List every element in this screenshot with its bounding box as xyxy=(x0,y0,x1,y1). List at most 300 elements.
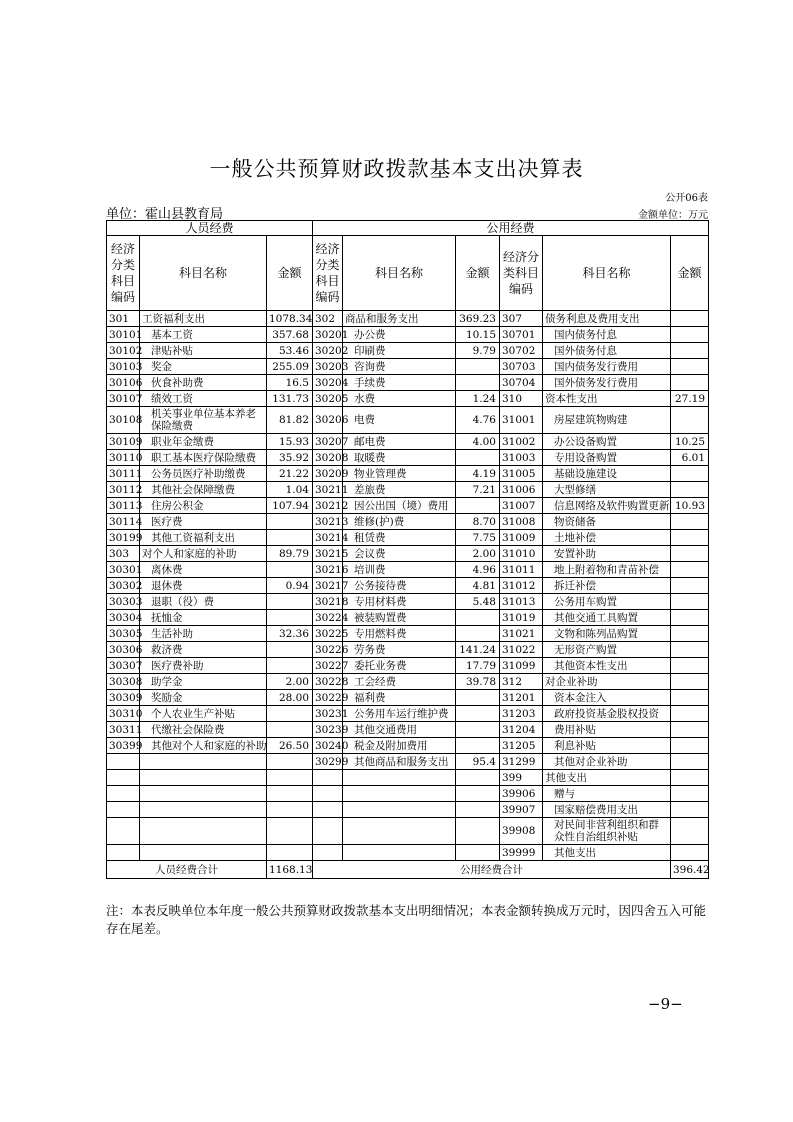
personnel-amount-cell xyxy=(267,845,313,861)
public-code-cell: 31003 xyxy=(500,450,543,466)
personnel-amount-cell xyxy=(267,802,313,818)
table-row xyxy=(107,754,709,770)
public-amount-cell xyxy=(671,407,709,434)
public-code-cell: 31201 xyxy=(500,690,543,706)
public-code-cell: 30702 xyxy=(500,343,543,359)
public-amount-cell xyxy=(671,642,709,658)
personnel-code-cell: 30311 xyxy=(107,722,140,738)
public-amount-cell: 9.79 xyxy=(456,343,500,359)
public-name-cell: 其他支出 xyxy=(543,845,671,861)
personnel-amount-cell xyxy=(267,786,313,802)
public-amount-cell xyxy=(671,578,709,594)
public-amount-cell xyxy=(671,343,709,359)
public-amount-cell xyxy=(671,754,709,770)
table-row xyxy=(107,610,709,626)
public-code-cell: 31013 xyxy=(500,594,543,610)
personnel-amount-cell: 0.94 xyxy=(267,578,313,594)
public-amount-cell xyxy=(456,770,500,786)
public-name-cell: 物业管理费 xyxy=(343,466,456,482)
public-total-value: 396.42 xyxy=(671,861,709,879)
public-code-cell xyxy=(313,818,343,845)
public-amount-cell xyxy=(456,818,500,845)
personnel-code-cell xyxy=(107,786,140,802)
page-number: −9− xyxy=(648,995,683,1013)
personnel-code-cell: 30112 xyxy=(107,482,140,498)
table-row xyxy=(107,738,709,754)
personnel-name-cell: 抚恤金 xyxy=(140,610,267,626)
personnel-name-cell: 其他工资福利支出 xyxy=(140,530,267,546)
public-name-cell: 信息网络及软件购置更新 xyxy=(543,498,671,514)
public-code-cell: 31099 xyxy=(500,658,543,674)
public-code-cell: 30204 xyxy=(313,375,343,391)
personnel-code-cell: 30114 xyxy=(107,514,140,530)
personnel-code-cell: 30108 xyxy=(107,407,140,434)
personnel-amount-cell: 16.5 xyxy=(267,375,313,391)
public-name-cell: 委托业务费 xyxy=(343,658,456,674)
public-code-cell: 30231 xyxy=(313,706,343,722)
personnel-code-cell: 30308 xyxy=(107,674,140,690)
public-name-cell: 差旅费 xyxy=(343,482,456,498)
personnel-amount-cell: 21.22 xyxy=(267,466,313,482)
code-header: 经济分类科目编码 xyxy=(500,236,543,311)
public-amount-cell: 10.25 xyxy=(671,434,709,450)
personnel-amount-cell xyxy=(267,818,313,845)
public-code-cell: 30216 xyxy=(313,562,343,578)
public-name-cell: 费用补贴 xyxy=(543,722,671,738)
public-name-cell: 无形资产购置 xyxy=(543,642,671,658)
footnote: 注：本表反映单位本年度一般公共预算财政拨款基本支出明细情况；本表金额转换成万元时，因四舍五入可能存在尾差。 xyxy=(106,903,707,936)
table-row xyxy=(107,327,709,343)
personnel-name-cell: 奖励金 xyxy=(140,690,267,706)
public-amount-cell xyxy=(456,450,500,466)
amount-header: 金额 xyxy=(671,236,709,311)
public-name-cell: 其他交通工具购置 xyxy=(543,610,671,626)
public-name-cell: 电费 xyxy=(343,407,456,434)
public-code-cell: 31005 xyxy=(500,466,543,482)
public-amount-cell xyxy=(671,514,709,530)
personnel-name-cell: 绩效工资 xyxy=(140,391,267,407)
form-number: 公开06表 xyxy=(665,193,708,204)
public-code-cell: 31010 xyxy=(500,546,543,562)
personnel-name-cell: 救济费 xyxy=(140,642,267,658)
public-name-cell: 其他资本性支出 xyxy=(543,658,671,674)
public-code-cell: 30209 xyxy=(313,466,343,482)
public-amount-cell xyxy=(456,626,500,642)
public-name-cell: 办公费 xyxy=(343,327,456,343)
personnel-code-cell: 30307 xyxy=(107,658,140,674)
public-amount-cell: 141.24 xyxy=(456,642,500,658)
public-name-cell: 对民间非营利组织和群众性自治组织补贴 xyxy=(543,818,671,845)
public-group-header: 公用经费 xyxy=(313,221,709,236)
public-code-cell: 30704 xyxy=(500,375,543,391)
personnel-name-cell xyxy=(140,770,267,786)
personnel-amount-cell: 53.46 xyxy=(267,343,313,359)
personnel-code-cell: 30301 xyxy=(107,562,140,578)
table-row xyxy=(107,562,709,578)
public-name-cell: 对企业补助 xyxy=(543,674,671,690)
public-name-cell: 国内债务发行费用 xyxy=(543,359,671,375)
personnel-amount-cell: 357.68 xyxy=(267,327,313,343)
personnel-amount-cell: 1.04 xyxy=(267,482,313,498)
public-code-cell: 31008 xyxy=(500,514,543,530)
table-row xyxy=(107,482,709,498)
public-code-cell: 302 xyxy=(313,311,343,327)
public-amount-cell xyxy=(671,706,709,722)
public-code-cell: 30224 xyxy=(313,610,343,626)
personnel-code-cell: 301 xyxy=(107,311,140,327)
table-row xyxy=(107,722,709,738)
public-name-cell: 地上附着物和青苗补偿 xyxy=(543,562,671,578)
public-code-cell xyxy=(313,786,343,802)
public-code-cell: 31001 xyxy=(500,407,543,434)
public-code-cell: 30215 xyxy=(313,546,343,562)
public-amount-cell xyxy=(456,359,500,375)
table-row xyxy=(107,391,709,407)
public-amount-cell: 2.00 xyxy=(456,546,500,562)
public-amount-cell xyxy=(456,690,500,706)
personnel-name-cell: 退职（役）费 xyxy=(140,594,267,610)
public-name-cell: 大型修缮 xyxy=(543,482,671,498)
amount-header: 金额 xyxy=(456,236,500,311)
personnel-name-cell: 个人农业生产补贴 xyxy=(140,706,267,722)
public-code-cell: 31019 xyxy=(500,610,543,626)
public-amount-cell: 4.96 xyxy=(456,562,500,578)
public-amount-cell xyxy=(456,706,500,722)
personnel-name-cell: 其他社会保障缴费 xyxy=(140,482,267,498)
table-row xyxy=(107,343,709,359)
public-amount-cell xyxy=(671,626,709,642)
public-name-cell xyxy=(343,770,456,786)
personnel-name-cell: 生活补助 xyxy=(140,626,267,642)
personnel-amount-cell: 2.00 xyxy=(267,674,313,690)
name-header: 科目名称 xyxy=(543,236,671,311)
public-name-cell: 利息补贴 xyxy=(543,738,671,754)
public-code-cell xyxy=(313,802,343,818)
public-code-cell: 39906 xyxy=(500,786,543,802)
public-amount-cell xyxy=(671,658,709,674)
public-code-cell: 30212 xyxy=(313,498,343,514)
public-code-cell: 31299 xyxy=(500,754,543,770)
table-row xyxy=(107,434,709,450)
public-amount-cell: 8.70 xyxy=(456,514,500,530)
personnel-code-cell xyxy=(107,802,140,818)
public-amount-cell xyxy=(671,375,709,391)
public-amount-cell: 369.23 xyxy=(456,311,500,327)
personnel-name-cell: 对个人和家庭的补助 xyxy=(140,546,267,562)
public-name-cell xyxy=(343,818,456,845)
personnel-amount-cell xyxy=(267,706,313,722)
public-code-cell: 30211 xyxy=(313,482,343,498)
personnel-amount-cell: 255.09 xyxy=(267,359,313,375)
public-name-cell: 拆迁补偿 xyxy=(543,578,671,594)
personnel-amount-cell xyxy=(267,642,313,658)
public-code-cell: 30226 xyxy=(313,642,343,658)
personnel-amount-cell xyxy=(267,610,313,626)
table-row xyxy=(107,770,709,786)
public-amount-cell xyxy=(456,786,500,802)
public-code-cell: 39907 xyxy=(500,802,543,818)
table-row xyxy=(107,642,709,658)
table-row xyxy=(107,311,709,327)
public-name-cell: 工会经费 xyxy=(343,674,456,690)
personnel-name-cell xyxy=(140,845,267,861)
public-name-cell: 商品和服务支出 xyxy=(343,311,456,327)
personnel-code-cell: 30305 xyxy=(107,626,140,642)
personnel-code-cell xyxy=(107,845,140,861)
table-row xyxy=(107,359,709,375)
personnel-name-cell: 其他对个人和家庭的补助 xyxy=(140,738,267,754)
table-row xyxy=(107,818,709,845)
name-header: 科目名称 xyxy=(343,236,456,311)
table-row xyxy=(107,530,709,546)
public-name-cell: 因公出国（境）费用 xyxy=(343,498,456,514)
personnel-amount-cell: 26.50 xyxy=(267,738,313,754)
public-amount-cell xyxy=(671,327,709,343)
public-amount-cell xyxy=(671,845,709,861)
personnel-code-cell: 30107 xyxy=(107,391,140,407)
personnel-total-value: 1168.13 xyxy=(267,861,313,879)
public-name-cell: 土地补偿 xyxy=(543,530,671,546)
public-amount-cell: 7.21 xyxy=(456,482,500,498)
public-code-cell: 30203 xyxy=(313,359,343,375)
table-row xyxy=(107,658,709,674)
public-amount-cell xyxy=(671,738,709,754)
public-code-cell: 30207 xyxy=(313,434,343,450)
personnel-amount-cell xyxy=(267,562,313,578)
public-name-cell: 租赁费 xyxy=(343,530,456,546)
unit-label: 单位：霍山县教育局 xyxy=(106,207,224,222)
code-header: 经济分类科目编码 xyxy=(313,236,343,311)
code-header: 经济分类科目编码 xyxy=(107,236,140,311)
public-name-cell: 房屋建筑物购建 xyxy=(543,407,671,434)
public-code-cell: 310 xyxy=(500,391,543,407)
public-name-cell: 专用燃料费 xyxy=(343,626,456,642)
personnel-code-cell xyxy=(107,754,140,770)
personnel-name-cell: 医疗费 xyxy=(140,514,267,530)
public-amount-cell: 4.19 xyxy=(456,466,500,482)
public-name-cell: 基础设施建设 xyxy=(543,466,671,482)
personnel-code-cell: 30103 xyxy=(107,359,140,375)
public-name-cell: 资本金注入 xyxy=(543,690,671,706)
public-amount-cell: 27.19 xyxy=(671,391,709,407)
public-amount-cell: 17.79 xyxy=(456,658,500,674)
personnel-name-cell: 住房公积金 xyxy=(140,498,267,514)
personnel-name-cell xyxy=(140,786,267,802)
public-total-label: 公用经费合计 xyxy=(313,861,671,879)
public-code-cell: 31204 xyxy=(500,722,543,738)
public-name-cell: 公务接待费 xyxy=(343,578,456,594)
personnel-code-cell: 30102 xyxy=(107,343,140,359)
personnel-name-cell: 工资福利支出 xyxy=(140,311,267,327)
table-row xyxy=(107,594,709,610)
public-code-cell: 30202 xyxy=(313,343,343,359)
public-name-cell xyxy=(343,786,456,802)
personnel-code-cell: 30109 xyxy=(107,434,140,450)
public-code-cell xyxy=(313,845,343,861)
public-name-cell: 专用材料费 xyxy=(343,594,456,610)
public-code-cell: 39999 xyxy=(500,845,543,861)
public-amount-cell: 95.4 xyxy=(456,754,500,770)
public-amount-cell xyxy=(671,786,709,802)
public-name-cell: 水费 xyxy=(343,391,456,407)
public-amount-cell xyxy=(671,530,709,546)
name-header: 科目名称 xyxy=(140,236,267,311)
public-code-cell: 307 xyxy=(500,311,543,327)
public-code-cell: 31022 xyxy=(500,642,543,658)
public-code-cell: 30205 xyxy=(313,391,343,407)
public-code-cell: 31006 xyxy=(500,482,543,498)
personnel-amount-cell xyxy=(267,770,313,786)
personnel-name-cell: 基本工资 xyxy=(140,327,267,343)
personnel-name-cell: 奖金 xyxy=(140,359,267,375)
personnel-name-cell: 助学金 xyxy=(140,674,267,690)
public-code-cell: 31012 xyxy=(500,578,543,594)
public-code-cell: 399 xyxy=(500,770,543,786)
table-row xyxy=(107,514,709,530)
public-name-cell: 文物和陈列品购置 xyxy=(543,626,671,642)
personnel-amount-cell xyxy=(267,514,313,530)
public-amount-cell xyxy=(671,482,709,498)
public-amount-cell: 5.48 xyxy=(456,594,500,610)
personnel-code-cell: 30306 xyxy=(107,642,140,658)
public-name-cell: 会议费 xyxy=(343,546,456,562)
personnel-group-header: 人员经费 xyxy=(107,221,313,236)
personnel-code-cell: 30101 xyxy=(107,327,140,343)
personnel-amount-cell xyxy=(267,594,313,610)
personnel-code-cell: 30399 xyxy=(107,738,140,754)
table-row xyxy=(107,845,709,861)
public-name-cell: 资本性支出 xyxy=(543,391,671,407)
public-code-cell: 30213 xyxy=(313,514,343,530)
public-name-cell: 取暖费 xyxy=(343,450,456,466)
personnel-code-cell: 30113 xyxy=(107,498,140,514)
table-row xyxy=(107,466,709,482)
public-code-cell: 30208 xyxy=(313,450,343,466)
public-code-cell: 31011 xyxy=(500,562,543,578)
public-name-cell: 培训费 xyxy=(343,562,456,578)
personnel-name-cell xyxy=(140,818,267,845)
table-row xyxy=(107,626,709,642)
public-code-cell: 31002 xyxy=(500,434,543,450)
public-amount-cell: 7.75 xyxy=(456,530,500,546)
public-code-cell: 30240 xyxy=(313,738,343,754)
public-name-cell: 邮电费 xyxy=(343,434,456,450)
personnel-amount-cell: 81.82 xyxy=(267,407,313,434)
public-amount-cell xyxy=(456,722,500,738)
public-name-cell: 国外债务付息 xyxy=(543,343,671,359)
public-code-cell: 30214 xyxy=(313,530,343,546)
group-header-row xyxy=(107,221,709,236)
public-name-cell: 国外债务发行费用 xyxy=(543,375,671,391)
table-row xyxy=(107,786,709,802)
expenditure-table xyxy=(106,220,709,879)
public-code-cell: 31007 xyxy=(500,498,543,514)
public-amount-cell xyxy=(456,738,500,754)
public-name-cell: 国内债务付息 xyxy=(543,327,671,343)
public-name-cell: 其他交通费用 xyxy=(343,722,456,738)
public-amount-cell xyxy=(671,690,709,706)
public-code-cell: 30201 xyxy=(313,327,343,343)
public-amount-cell: 1.24 xyxy=(456,391,500,407)
amount-header: 金额 xyxy=(267,236,313,311)
personnel-total-label: 人员经费合计 xyxy=(107,861,267,879)
totals-row xyxy=(107,861,709,879)
public-amount-cell xyxy=(456,610,500,626)
public-amount-cell xyxy=(671,466,709,482)
personnel-name-cell: 离休费 xyxy=(140,562,267,578)
public-name-cell: 劳务费 xyxy=(343,642,456,658)
personnel-name-cell: 职业年金缴费 xyxy=(140,434,267,450)
public-code-cell: 39908 xyxy=(500,818,543,845)
public-name-cell: 税金及附加费用 xyxy=(343,738,456,754)
personnel-amount-cell xyxy=(267,722,313,738)
personnel-code-cell: 30106 xyxy=(107,375,140,391)
table-row xyxy=(107,674,709,690)
public-name-cell: 安置补助 xyxy=(543,546,671,562)
personnel-name-cell: 伙食补助费 xyxy=(140,375,267,391)
public-amount-cell: 4.00 xyxy=(456,434,500,450)
public-name-cell: 福利费 xyxy=(343,690,456,706)
personnel-amount-cell: 35.92 xyxy=(267,450,313,466)
public-amount-cell xyxy=(671,562,709,578)
public-name-cell xyxy=(343,845,456,861)
personnel-code-cell: 30310 xyxy=(107,706,140,722)
public-name-cell: 物资储备 xyxy=(543,514,671,530)
personnel-amount-cell xyxy=(267,754,313,770)
public-amount-cell xyxy=(456,375,500,391)
money-unit-label: 金额单位：万元 xyxy=(638,210,708,221)
public-name-cell: 印刷费 xyxy=(343,343,456,359)
personnel-code-cell: 30309 xyxy=(107,690,140,706)
table-row xyxy=(107,802,709,818)
public-name-cell: 被装购置费 xyxy=(343,610,456,626)
personnel-name-cell: 退休费 xyxy=(140,578,267,594)
public-code-cell: 30206 xyxy=(313,407,343,434)
public-code-cell: 30228 xyxy=(313,674,343,690)
public-code-cell: 312 xyxy=(500,674,543,690)
personnel-amount-cell: 28.00 xyxy=(267,690,313,706)
public-amount-cell xyxy=(671,610,709,626)
public-amount-cell xyxy=(456,802,500,818)
public-amount-cell: 10.15 xyxy=(456,327,500,343)
public-amount-cell xyxy=(671,802,709,818)
public-code-cell: 30701 xyxy=(500,327,543,343)
public-amount-cell xyxy=(671,359,709,375)
personnel-amount-cell: 107.94 xyxy=(267,498,313,514)
public-amount-cell: 4.76 xyxy=(456,407,500,434)
personnel-code-cell: 30110 xyxy=(107,450,140,466)
public-code-cell: 30229 xyxy=(313,690,343,706)
personnel-amount-cell: 32.36 xyxy=(267,626,313,642)
public-name-cell: 手续费 xyxy=(343,375,456,391)
public-name-cell: 其他对企业补助 xyxy=(543,754,671,770)
personnel-amount-cell: 131.73 xyxy=(267,391,313,407)
page-title: 一般公共预算财政拨款基本支出决算表 xyxy=(209,157,584,181)
public-code-cell: 30225 xyxy=(313,626,343,642)
public-name-cell: 国家赔偿费用支出 xyxy=(543,802,671,818)
public-code-cell: 31009 xyxy=(500,530,543,546)
personnel-code-cell: 30304 xyxy=(107,610,140,626)
table-row xyxy=(107,546,709,562)
public-name-cell: 其他商品和服务支出 xyxy=(343,754,456,770)
public-name-cell: 政府投资基金股权投资 xyxy=(543,706,671,722)
personnel-name-cell: 机关事业单位基本养老保险缴费 xyxy=(140,407,267,434)
personnel-amount-cell: 15.93 xyxy=(267,434,313,450)
personnel-code-cell: 30302 xyxy=(107,578,140,594)
personnel-code-cell: 303 xyxy=(107,546,140,562)
personnel-name-cell xyxy=(140,802,267,818)
public-name-cell: 维修(护)费 xyxy=(343,514,456,530)
